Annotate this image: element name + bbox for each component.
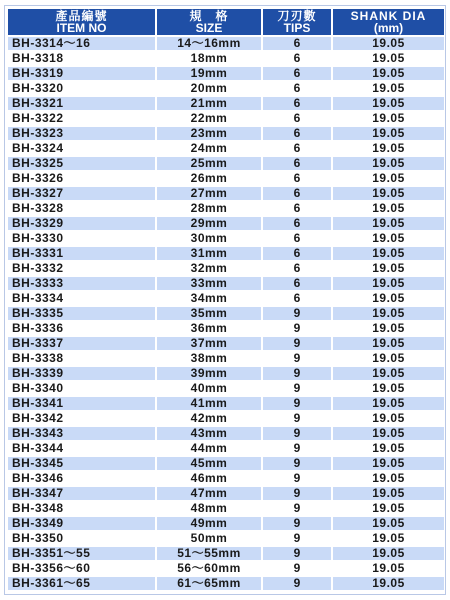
table-row bbox=[8, 97, 444, 110]
shank-dia-cell: 19.05 bbox=[333, 142, 444, 155]
size-cell: 49mm bbox=[157, 517, 261, 530]
item-no-cell: BH-3331 bbox=[8, 247, 155, 260]
item-no-cell: BH-3335 bbox=[8, 307, 155, 320]
header-size-zh: 規 格 bbox=[189, 9, 229, 23]
tips-cell: 6 bbox=[263, 67, 331, 80]
table-row bbox=[8, 307, 444, 320]
tips-cell: 9 bbox=[263, 382, 331, 395]
header-size-en: SIZE bbox=[195, 21, 223, 35]
table-row bbox=[8, 517, 444, 530]
item-no-cell: BH-3332 bbox=[8, 262, 155, 275]
item-no-cell: BH-3320 bbox=[8, 82, 155, 95]
header-shank-dia-en: SHANK DIA bbox=[350, 9, 427, 23]
size-cell: 43mm bbox=[157, 427, 261, 440]
size-cell: 46mm bbox=[157, 472, 261, 485]
item-no-cell: BH-3329 bbox=[8, 217, 155, 230]
spec-sheet bbox=[6, 7, 444, 592]
item-no-cell: BH-3333 bbox=[8, 277, 155, 290]
tips-cell: 9 bbox=[263, 322, 331, 335]
shank-dia-cell: 19.05 bbox=[333, 352, 444, 365]
shank-dia-cell: 19.05 bbox=[333, 502, 444, 515]
size-cell: 25mm bbox=[157, 157, 261, 170]
item-no-cell: BH-3361～65 bbox=[8, 577, 155, 590]
tips-cell: 6 bbox=[263, 172, 331, 185]
spec-table bbox=[6, 7, 446, 592]
tips-cell: 6 bbox=[263, 262, 331, 275]
tips-cell: 6 bbox=[263, 217, 331, 230]
table-row bbox=[8, 532, 444, 545]
table-row bbox=[8, 262, 444, 275]
shank-dia-cell: 19.05 bbox=[333, 367, 444, 380]
size-cell: 34mm bbox=[157, 292, 261, 305]
item-no-cell: BH-3350 bbox=[8, 532, 155, 545]
header-tips-zh: 刀刃數 bbox=[277, 9, 317, 23]
table-row bbox=[8, 82, 444, 95]
item-no-cell: BH-3327 bbox=[8, 187, 155, 200]
shank-dia-cell: 19.05 bbox=[333, 157, 444, 170]
table-row bbox=[8, 232, 444, 245]
size-cell: 18mm bbox=[157, 52, 261, 65]
size-cell: 24mm bbox=[157, 142, 261, 155]
item-no-cell: BH-3348 bbox=[8, 502, 155, 515]
shank-dia-cell: 19.05 bbox=[333, 67, 444, 80]
tips-cell: 6 bbox=[263, 142, 331, 155]
tips-cell: 9 bbox=[263, 442, 331, 455]
shank-dia-cell: 19.05 bbox=[333, 97, 444, 110]
item-no-cell: BH-3339 bbox=[8, 367, 155, 380]
size-cell: 30mm bbox=[157, 232, 261, 245]
size-cell: 21mm bbox=[157, 97, 261, 110]
size-cell: 31mm bbox=[157, 247, 261, 260]
table-row bbox=[8, 577, 444, 590]
tips-cell: 6 bbox=[263, 292, 331, 305]
tips-cell: 9 bbox=[263, 352, 331, 365]
item-no-cell: BH-3345 bbox=[8, 457, 155, 470]
shank-dia-cell: 19.05 bbox=[333, 247, 444, 260]
tips-cell: 9 bbox=[263, 337, 331, 350]
tips-cell: 9 bbox=[263, 487, 331, 500]
tips-cell: 6 bbox=[263, 127, 331, 140]
size-cell: 22mm bbox=[157, 112, 261, 125]
table-row bbox=[8, 247, 444, 260]
shank-dia-cell: 19.05 bbox=[333, 322, 444, 335]
item-no-cell: BH-3343 bbox=[8, 427, 155, 440]
item-no-cell: BH-3346 bbox=[8, 472, 155, 485]
tips-cell: 6 bbox=[263, 232, 331, 245]
table-row bbox=[8, 292, 444, 305]
shank-dia-cell: 19.05 bbox=[333, 292, 444, 305]
tips-cell: 9 bbox=[263, 517, 331, 530]
item-no-cell: BH-3349 bbox=[8, 517, 155, 530]
tips-cell: 9 bbox=[263, 412, 331, 425]
tips-cell: 6 bbox=[263, 157, 331, 170]
shank-dia-cell: 19.05 bbox=[333, 337, 444, 350]
table-row bbox=[8, 277, 444, 290]
header-tips-en: TIPS bbox=[283, 21, 311, 35]
size-cell: 51～55mm bbox=[157, 547, 261, 560]
header-item-no-zh: 產品編號 bbox=[55, 9, 108, 23]
shank-dia-cell: 19.05 bbox=[333, 37, 444, 50]
table-row bbox=[8, 562, 444, 575]
item-no-cell: BH-3340 bbox=[8, 382, 155, 395]
shank-dia-cell: 19.05 bbox=[333, 112, 444, 125]
tips-cell: 6 bbox=[263, 97, 331, 110]
item-no-cell: BH-3341 bbox=[8, 397, 155, 410]
size-cell: 14～16mm bbox=[157, 37, 261, 50]
table-row bbox=[8, 187, 444, 200]
item-no-cell: BH-3334 bbox=[8, 292, 155, 305]
tips-cell: 9 bbox=[263, 577, 331, 590]
table-row bbox=[8, 382, 444, 395]
size-cell: 39mm bbox=[157, 367, 261, 380]
shank-dia-cell: 19.05 bbox=[333, 457, 444, 470]
size-cell: 41mm bbox=[157, 397, 261, 410]
size-cell: 50mm bbox=[157, 532, 261, 545]
size-cell: 47mm bbox=[157, 487, 261, 500]
header-size bbox=[157, 9, 261, 35]
tips-cell: 9 bbox=[263, 472, 331, 485]
item-no-cell: BH-3342 bbox=[8, 412, 155, 425]
table-row bbox=[8, 217, 444, 230]
tips-cell: 6 bbox=[263, 202, 331, 215]
size-cell: 42mm bbox=[157, 412, 261, 425]
table-row bbox=[8, 322, 444, 335]
table-row bbox=[8, 502, 444, 515]
header-item-no-en: ITEM NO bbox=[56, 21, 107, 35]
tips-cell: 6 bbox=[263, 187, 331, 200]
header-shank-dia bbox=[333, 9, 444, 35]
size-cell: 56～60mm bbox=[157, 562, 261, 575]
tips-cell: 6 bbox=[263, 52, 331, 65]
item-no-cell: BH-3321 bbox=[8, 97, 155, 110]
shank-dia-cell: 19.05 bbox=[333, 562, 444, 575]
shank-dia-cell: 19.05 bbox=[333, 217, 444, 230]
size-cell: 35mm bbox=[157, 307, 261, 320]
size-cell: 38mm bbox=[157, 352, 261, 365]
tips-cell: 9 bbox=[263, 397, 331, 410]
table-row bbox=[8, 367, 444, 380]
size-cell: 40mm bbox=[157, 382, 261, 395]
table-row bbox=[8, 157, 444, 170]
size-cell: 20mm bbox=[157, 82, 261, 95]
item-no-cell: BH-3336 bbox=[8, 322, 155, 335]
item-no-cell: BH-3325 bbox=[8, 157, 155, 170]
size-cell: 23mm bbox=[157, 127, 261, 140]
size-cell: 36mm bbox=[157, 322, 261, 335]
table-row bbox=[8, 547, 444, 560]
tips-cell: 6 bbox=[263, 82, 331, 95]
shank-dia-cell: 19.05 bbox=[333, 52, 444, 65]
item-no-cell: BH-3323 bbox=[8, 127, 155, 140]
size-cell: 26mm bbox=[157, 172, 261, 185]
tips-cell: 6 bbox=[263, 37, 331, 50]
table-row bbox=[8, 172, 444, 185]
item-no-cell: BH-3337 bbox=[8, 337, 155, 350]
item-no-cell: BH-3322 bbox=[8, 112, 155, 125]
item-no-cell: BH-3347 bbox=[8, 487, 155, 500]
size-cell: 27mm bbox=[157, 187, 261, 200]
item-no-cell: BH-3319 bbox=[8, 67, 155, 80]
shank-dia-cell: 19.05 bbox=[333, 397, 444, 410]
size-cell: 28mm bbox=[157, 202, 261, 215]
item-no-cell: BH-3338 bbox=[8, 352, 155, 365]
item-no-cell: BH-3326 bbox=[8, 172, 155, 185]
size-cell: 48mm bbox=[157, 502, 261, 515]
size-cell: 44mm bbox=[157, 442, 261, 455]
size-cell: 37mm bbox=[157, 337, 261, 350]
shank-dia-cell: 19.05 bbox=[333, 487, 444, 500]
shank-dia-cell: 19.05 bbox=[333, 382, 444, 395]
item-no-cell: BH-3344 bbox=[8, 442, 155, 455]
tips-cell: 6 bbox=[263, 247, 331, 260]
table-row bbox=[8, 52, 444, 65]
tips-cell: 9 bbox=[263, 367, 331, 380]
item-no-cell: BH-3314～16 bbox=[8, 37, 155, 50]
table-row bbox=[8, 457, 444, 470]
shank-dia-cell: 19.05 bbox=[333, 262, 444, 275]
tips-cell: 9 bbox=[263, 562, 331, 575]
shank-dia-cell: 19.05 bbox=[333, 442, 444, 455]
item-no-cell: BH-3328 bbox=[8, 202, 155, 215]
size-cell: 29mm bbox=[157, 217, 261, 230]
shank-dia-cell: 19.05 bbox=[333, 427, 444, 440]
spec-table-body bbox=[8, 37, 444, 590]
shank-dia-cell: 19.05 bbox=[333, 547, 444, 560]
size-cell: 32mm bbox=[157, 262, 261, 275]
table-row bbox=[8, 37, 444, 50]
table-row bbox=[8, 487, 444, 500]
shank-dia-cell: 19.05 bbox=[333, 412, 444, 425]
tips-cell: 9 bbox=[263, 547, 331, 560]
table-row bbox=[8, 112, 444, 125]
table-row bbox=[8, 337, 444, 350]
shank-dia-cell: 19.05 bbox=[333, 472, 444, 485]
shank-dia-cell: 19.05 bbox=[333, 172, 444, 185]
tips-cell: 9 bbox=[263, 457, 331, 470]
item-no-cell: BH-3330 bbox=[8, 232, 155, 245]
header-tips bbox=[263, 9, 331, 35]
shank-dia-cell: 19.05 bbox=[333, 202, 444, 215]
shank-dia-cell: 19.05 bbox=[333, 187, 444, 200]
table-row bbox=[8, 472, 444, 485]
table-row bbox=[8, 67, 444, 80]
shank-dia-cell: 19.05 bbox=[333, 127, 444, 140]
table-row bbox=[8, 397, 444, 410]
table-row bbox=[8, 202, 444, 215]
tips-cell: 9 bbox=[263, 502, 331, 515]
size-cell: 33mm bbox=[157, 277, 261, 290]
item-no-cell: BH-3324 bbox=[8, 142, 155, 155]
tips-cell: 6 bbox=[263, 277, 331, 290]
table-row bbox=[8, 352, 444, 365]
header-row bbox=[8, 9, 444, 35]
table-row bbox=[8, 427, 444, 440]
header-item-no bbox=[8, 9, 155, 35]
shank-dia-cell: 19.05 bbox=[333, 82, 444, 95]
tips-cell: 9 bbox=[263, 307, 331, 320]
size-cell: 61～65mm bbox=[157, 577, 261, 590]
table-row bbox=[8, 127, 444, 140]
size-cell: 45mm bbox=[157, 457, 261, 470]
tips-cell: 9 bbox=[263, 532, 331, 545]
shank-dia-cell: 19.05 bbox=[333, 232, 444, 245]
header-shank-dia-unit: (mm) bbox=[373, 21, 404, 35]
shank-dia-cell: 19.05 bbox=[333, 307, 444, 320]
shank-dia-cell: 19.05 bbox=[333, 517, 444, 530]
table-row bbox=[8, 442, 444, 455]
tips-cell: 6 bbox=[263, 112, 331, 125]
size-cell: 19mm bbox=[157, 67, 261, 80]
tips-cell: 9 bbox=[263, 427, 331, 440]
table-row bbox=[8, 142, 444, 155]
shank-dia-cell: 19.05 bbox=[333, 532, 444, 545]
table-row bbox=[8, 412, 444, 425]
item-no-cell: BH-3356～60 bbox=[8, 562, 155, 575]
shank-dia-cell: 19.05 bbox=[333, 277, 444, 290]
item-no-cell: BH-3318 bbox=[8, 52, 155, 65]
shank-dia-cell: 19.05 bbox=[333, 577, 444, 590]
item-no-cell: BH-3351～55 bbox=[8, 547, 155, 560]
